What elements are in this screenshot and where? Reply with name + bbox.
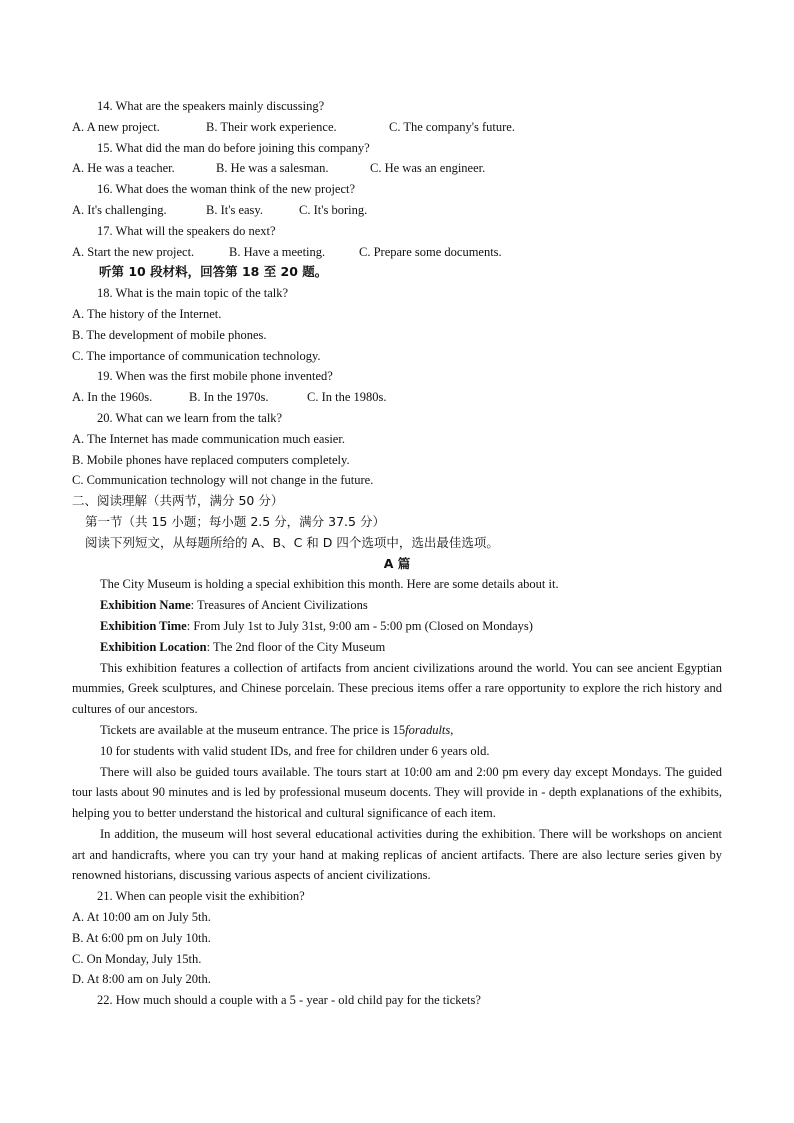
option-c: C. In the 1980s. [307, 390, 387, 405]
question-18: 18. What is the main topic of the talk? [97, 286, 289, 301]
option-a: A. The Internet has made communication much easier. [72, 431, 345, 446]
options-14 [72, 117, 722, 138]
option-b: B. Mobile phones have replaced computers completely. [72, 452, 350, 467]
passage-paragraph-4: There will also be guided tours available. The tours start at 10:00 am and 2:00 pm every day except Mondays. The guided tour lasts about 90 minutes and is led by professional museum docents. They will provide in - depth explanations of the exhibits, helping you to better understand the historical and cultural significance of each item. [72, 764, 722, 821]
option-b: B. At 6:00 pm on July 10th. [72, 930, 211, 945]
option-a: A. He was a teacher. [72, 161, 175, 176]
option-b: B. It's easy. [206, 202, 263, 217]
option-b: B. In the 1970s. [189, 390, 269, 405]
ticket-text-end: , [450, 722, 454, 737]
option-c: C. The importance of communication technology. [72, 348, 321, 363]
options-17 [72, 242, 722, 263]
section-10-heading: 听第 10 段材料，回答第 18 至 20 题。 [99, 264, 328, 280]
question-16: 16. What does the woman think of the new project? [97, 182, 356, 197]
passage-paragraph-2 [72, 720, 722, 741]
option-a: A. Start the new project. [72, 244, 195, 259]
option-c: C. The company's future. [389, 119, 515, 134]
option-b: B. Have a meeting. [229, 244, 326, 259]
question-20: 20. What can we learn from the talk? [97, 410, 283, 425]
option-a: A. A new project. [72, 119, 160, 134]
option-c: C. It's boring. [299, 202, 368, 217]
question-14: 14. What are the speakers mainly discussing? [97, 99, 325, 113]
exhibition-name-label: Exhibition Name [100, 598, 191, 613]
option-a: A. It's challenging. [72, 202, 167, 217]
option-c: C. He was an engineer. [370, 161, 486, 176]
option-a: A. The history of the Internet. [72, 306, 222, 321]
ticket-italic-text: foradults [405, 722, 451, 737]
question-21: 21. When can people visit the exhibition? [97, 889, 305, 904]
option-d: D. At 8:00 am on July 20th. [72, 972, 211, 987]
option-a: A. At 10:00 am on July 5th. [72, 910, 211, 925]
options-16 [72, 200, 722, 221]
options-19 [72, 387, 722, 408]
question-17: 17. What will the speakers do next? [97, 223, 276, 238]
passage-title: A 篇 [383, 555, 411, 571]
option-a: A. In the 1960s. [72, 390, 153, 405]
reading-instructions: 阅读下列短文，从每题所给的 A、B、C 和 D 四个选项中，选出最佳选项。 [85, 534, 499, 550]
exhibition-time-label: Exhibition Time [100, 618, 187, 633]
document-page [72, 96, 722, 1011]
ticket-text: Tickets are available at the museum entrance. The price is 15 [100, 722, 406, 737]
option-c: C. Communication technology will not change in the future. [72, 473, 374, 488]
options-15 [72, 158, 722, 179]
exhibition-time-line [72, 616, 722, 637]
question-15: 15. What did the man do before joining this company? [97, 140, 370, 155]
reading-section-title: 第一节（共 15 小题；每小题 2.5 分，满分 37.5 分） [85, 513, 385, 529]
option-b: B. The development of mobile phones. [72, 327, 267, 342]
option-c: C. Prepare some documents. [359, 244, 502, 259]
option-b: B. Their work experience. [206, 119, 337, 134]
exhibition-location-value: : The 2nd floor of the City Museum [206, 639, 386, 654]
exhibition-time-value: : From July 1st to July 31st, 9:00 am - 5:00 pm (Closed on Mondays) [186, 618, 533, 633]
passage-paragraph-5: In addition, the museum will host several educational activities during the exhibition. There will be workshops on ancient art and handicrafts, where you can try your hand at making replicas of ancient artifacts. There are also lecture series given by renowned historians, discussing various aspects of ancient civilizations. [72, 826, 722, 883]
passage-paragraph-3: 10 for students with valid student IDs, and free for children under 6 years old. [100, 743, 490, 758]
question-22: 22. How much should a couple with a 5 - year - old child pay for the tickets? [97, 993, 481, 1008]
passage-paragraph-1: This exhibition features a collection of artifacts from ancient civilizations around the world. You can see ancient Egyptian mummies, Greek sculptures, and Chinese porcelain. These precious items offer a rare opportunity to explore the rich history and cultures of our ancestors. [72, 660, 722, 717]
exhibition-name-value: : Treasures of Ancient Civilizations [190, 598, 368, 613]
option-b: B. He was a salesman. [216, 161, 329, 176]
passage-intro: The City Museum is holding a special exhibition this month. Here are some details about it. [100, 577, 559, 592]
exhibition-name-line [72, 595, 722, 616]
reading-part-title: 二、阅读理解（共两节，满分 50 分） [72, 493, 284, 509]
question-19: 19. When was the first mobile phone invented? [97, 369, 333, 384]
exhibition-location-label: Exhibition Location [100, 639, 207, 654]
exhibition-location-line [72, 637, 722, 658]
option-c: C. On Monday, July 15th. [72, 951, 202, 966]
